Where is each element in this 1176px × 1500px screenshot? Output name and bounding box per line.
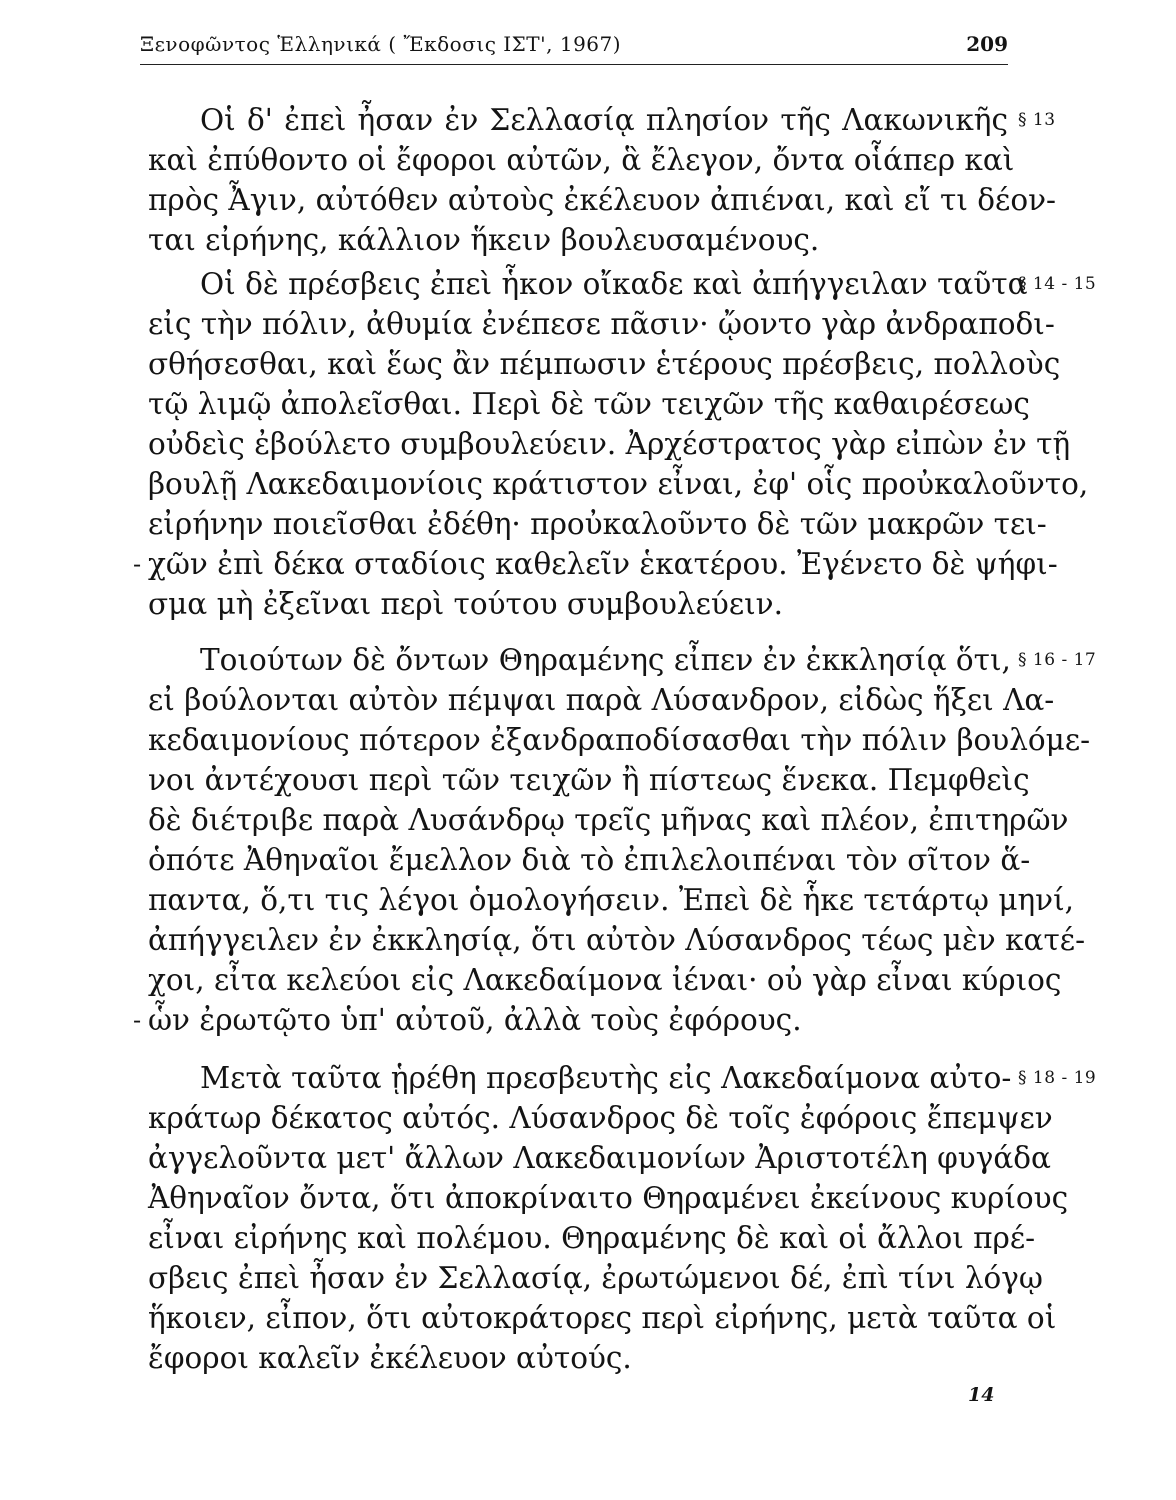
- text-line: νοι ἀντέχουσι περὶ τῶν τειχῶν ἢ πίστεως ἕνεκα. Πεμφθεὶς: [148, 763, 1030, 797]
- text-line: ὧν ἐρωτῷτο ὑπ' αὐτοῦ, ἀλλὰ τοὺς ἐφόρους.: [148, 1003, 802, 1037]
- text-line: ἀγγελοῦντα μετ' ἄλλων Λακεδαιμονίων Ἀριστοτέλη φυγάδα: [148, 1141, 1051, 1175]
- text-line: πρὸς Ἆγιν, αὐτόθεν αὐτοὺς ἐκέλευον ἀπιέναι, καὶ εἴ τι δέον-: [148, 183, 1057, 217]
- page-number: 209: [966, 32, 1008, 56]
- text-line: εἰς τὴν πόλιν, ἀθυμία ἐνέπεσε πᾶσιν· ᾤοντο γὰρ ἀνδραποδι-: [148, 307, 1055, 341]
- text-line: καὶ ἐπύθοντο οἱ ἔφοροι αὐτῶν, ἃ ἔλεγον, ὄντα οἷάπερ καὶ: [148, 143, 1015, 177]
- text-line: οὐδεὶς ἐβούλετο συμβουλεύειν. Ἀρχέστρατος γὰρ εἰπὼν ἐν τῇ: [148, 427, 1071, 461]
- header-rule: [140, 64, 1008, 65]
- section-ref: § 13: [1018, 110, 1056, 130]
- section-ref: § 18 - 19: [1018, 1068, 1097, 1088]
- text-line: σμα μὴ ἐξεῖναι περὶ τούτου συμβουλεύειν.: [148, 587, 783, 621]
- text-line: ται εἰρήνης, κάλλιον ἥκειν βουλευσαμένους.: [148, 223, 820, 257]
- running-title: Ξενοφῶντος Ἑλληνικά ( Ἔκδοσις ΙΣΤ', 1967): [140, 32, 622, 56]
- text-line: σθήσεσθαι, καὶ ἕως ἂν πέμπωσιν ἑτέρους πρέσβεις, πολλοὺς: [148, 347, 1061, 381]
- text-line: Οἱ δ' ἐπεὶ ἦσαν ἐν Σελλασίᾳ πλησίον τῆς Λακωνικῆς: [200, 103, 1008, 137]
- text-line: εἶναι εἰρήνης καὶ πολέμου. Θηραμένης δὲ καὶ οἱ ἄλλοι πρέ-: [148, 1221, 1036, 1255]
- text-line: χῶν ἐπὶ δέκα σταδίοις καθελεῖν ἑκατέρου. Ἐγένετο δὲ ψήφι-: [148, 547, 1058, 581]
- margin-mark: -: [133, 1006, 142, 1034]
- margin-mark: -: [133, 550, 142, 578]
- section-ref: § 16 - 17: [1018, 650, 1097, 670]
- text-line: ἀπήγγειλεν ἐν ἐκκλησίᾳ, ὅτι αὐτὸν Λύσανδρος τέως μὲν κατέ-: [148, 923, 1086, 957]
- text-line: Οἱ δὲ πρέσβεις ἐπεὶ ἧκον οἴκαδε καὶ ἀπήγγειλαν ταῦτα: [200, 267, 1028, 301]
- text-line: εἰρήνην ποιεῖσθαι ἐδέθη· προὐκαλοῦντο δὲ τῶν μακρῶν τει-: [148, 507, 1047, 541]
- text-line: εἰ βούλονται αὐτὸν πέμψαι παρὰ Λύσανδρον, εἰδὼς ἥξει Λα-: [148, 683, 1055, 717]
- section-ref: § 14 - 15: [1018, 274, 1097, 294]
- text-line: Τοιούτων δὲ ὄντων Θηραμένης εἶπεν ἐν ἐκκλησίᾳ ὅτι,: [200, 643, 1011, 677]
- text-line: τῷ λιμῷ ἀπολεῖσθαι. Περὶ δὲ τῶν τειχῶν τῆς καθαιρέσεως: [148, 387, 1030, 421]
- text-line: δὲ διέτριβε παρὰ Λυσάνδρῳ τρεῖς μῆνας καὶ πλέον, ἐπιτηρῶν: [148, 803, 1069, 837]
- text-line: σβεις ἐπεὶ ἦσαν ἐν Σελλασίᾳ, ἐρωτώμενοι δέ, ἐπὶ τίνι λόγῳ: [148, 1261, 1043, 1295]
- text-line: Ἀθηναῖον ὄντα, ὅτι ἀποκρίναιτο Θηραμένει ἐκείνους κυρίους: [148, 1181, 1069, 1215]
- text-line: κράτωρ δέκατος αὐτός. Λύσανδρος δὲ τοῖς ἐφόροις ἔπεμψεν: [148, 1101, 1053, 1135]
- text-line: Μετὰ ταῦτα ᾑρέθη πρεσβευτὴς εἰς Λακεδαίμονα αὐτο-: [200, 1061, 1012, 1095]
- text-line: βουλῇ Λακεδαιμονίοις κράτιστον εἶναι, ἐφ' οἷς προὐκαλοῦντο,: [148, 467, 1089, 501]
- running-header: [140, 32, 1008, 68]
- text-line: ὁπότε Ἀθηναῖοι ἔμελλον διὰ τὸ ἐπιλελοιπέναι τὸν σῖτον ἅ-: [148, 843, 1031, 877]
- text-line: χοι, εἶτα κελεύοι εἰς Λακεδαίμονα ἰέναι· οὐ γὰρ εἶναι κύριος: [148, 963, 1062, 997]
- text-line: παντα, ὅ,τι τις λέγοι ὁμολογήσειν. Ἐπεὶ δὲ ἧκε τετάρτῳ μηνί,: [148, 883, 1075, 917]
- text-line: ἥκοιεν, εἶπον, ὅτι αὐτοκράτορες περὶ εἰρήνης, μετὰ ταῦτα οἱ: [148, 1301, 1057, 1335]
- text-line: ἔφοροι καλεῖν ἐκέλευον αὐτούς.: [148, 1341, 632, 1375]
- signature-mark: 14: [968, 1384, 995, 1406]
- text-line: κεδαιμονίους πότερον ἐξανδραποδίσασθαι τὴν πόλιν βουλόμε-: [148, 723, 1091, 757]
